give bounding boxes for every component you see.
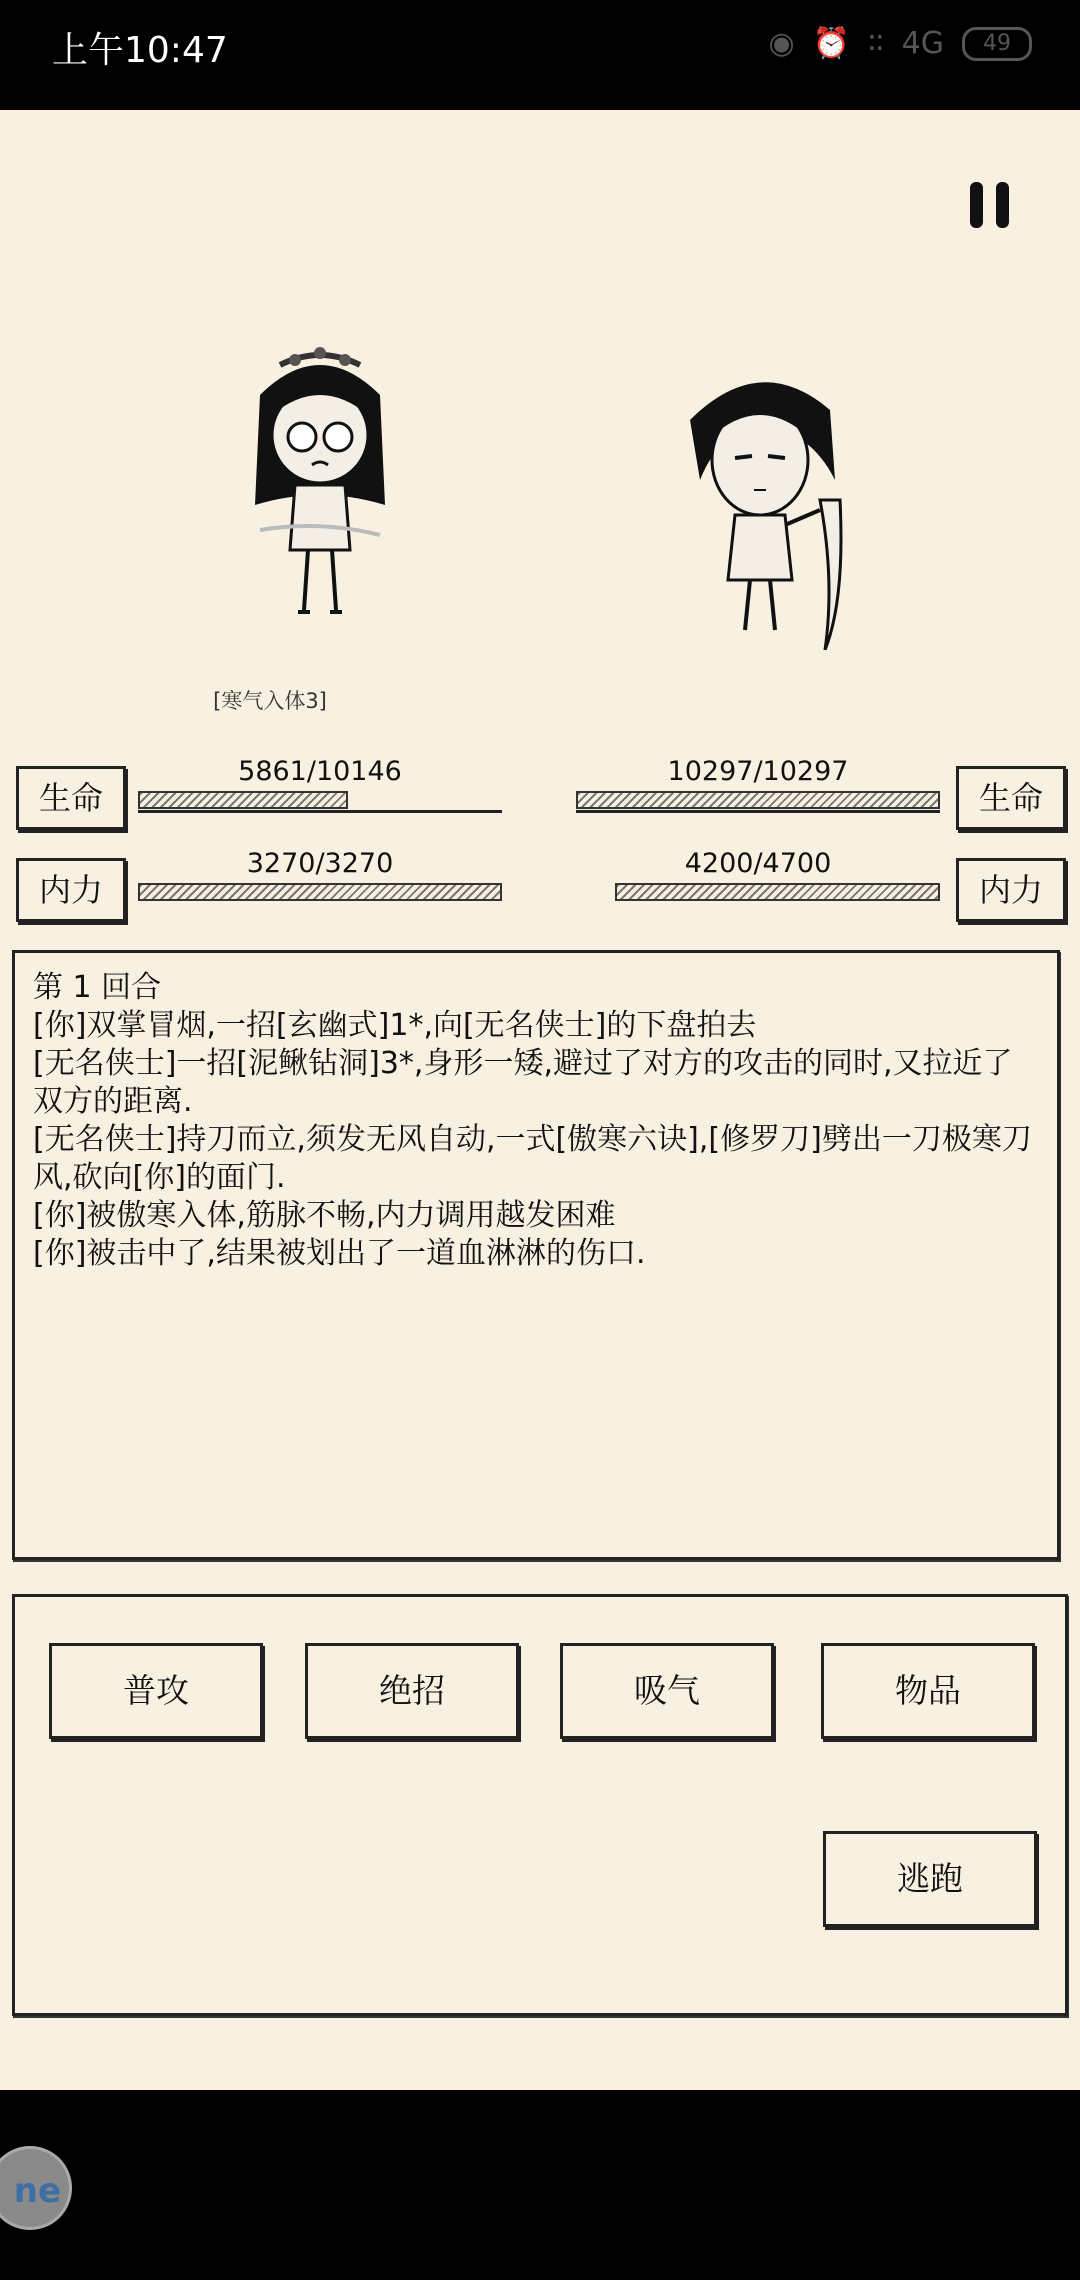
pause-button[interactable] [968, 180, 1012, 232]
player-mp-track [138, 882, 502, 902]
enemy-hp-fill [576, 791, 940, 809]
attack-button[interactable]: 普攻 [49, 1643, 263, 1739]
ultimate-button[interactable]: 绝招 [305, 1643, 519, 1739]
breathe-button[interactable]: 吸气 [560, 1643, 774, 1739]
enemy-hp-track [576, 790, 940, 813]
pause-icon [996, 182, 1009, 228]
log-line: [你]被击中了,结果被划出了一道血淋淋的伤口. [33, 1236, 646, 1271]
player-hp-value: 5861/10146 [238, 756, 402, 787]
mute-icon: ◉ [768, 26, 795, 61]
enemy-character-sprite [660, 350, 880, 650]
player-hp-fill [138, 791, 348, 809]
player-character-sprite [220, 335, 420, 635]
signal-icon: ∶∶ [868, 26, 884, 61]
enemy-mp-value: 4200/4700 [684, 848, 832, 879]
battery-indicator: 49 [962, 27, 1032, 61]
battle-screen [0, 110, 1080, 2090]
player-mp-label: 内力 [16, 858, 126, 922]
log-line: [无名侠士]一招[泥鳅钻洞]3*,身形一矮,避过了对方的攻击的同时,又拉近了双方的距离. [33, 1046, 1013, 1119]
enemy-hp-value: 10297/10297 [667, 756, 849, 787]
log-line: [无名侠士]持刀而立,须发无风自动,一式[傲寒六诀],[修罗刀]劈出一刀极寒刀风,砍向[你]的面门. [33, 1122, 1032, 1195]
log-line: [你]双掌冒烟,一招[玄幽式]1*,向[无名侠士]的下盘拍去 [33, 1008, 757, 1043]
clock: 上午10:47 [52, 30, 228, 71]
pause-icon [970, 182, 983, 228]
enemy-mp-fill [615, 883, 940, 901]
player-status-effect: [寒气入体3] [213, 689, 327, 713]
network-type: 4G [901, 26, 944, 61]
log-line: [你]被傲寒入体,筋脉不畅,内力调用越发困难 [33, 1198, 616, 1233]
status-icons [768, 26, 1032, 61]
floating-assistant-ball[interactable]: ne [0, 2146, 72, 2230]
player-mp-fill [138, 883, 502, 901]
battle-log[interactable] [12, 950, 1060, 1560]
player-hp-track [138, 790, 502, 813]
enemy-mp-track [576, 882, 940, 902]
items-button[interactable]: 物品 [821, 1643, 1035, 1739]
action-panel [12, 1594, 1068, 2016]
system-nav-bar [0, 2090, 1080, 2280]
enemy-mp-label: 内力 [956, 858, 1066, 922]
log-line: 第 1 回合 [33, 970, 162, 1005]
flee-button[interactable]: 逃跑 [823, 1831, 1037, 1927]
player-mp-value: 3270/3270 [246, 848, 394, 879]
alarm-icon: ⏰ [812, 26, 851, 61]
system-status-bar [0, 0, 1080, 110]
player-hp-label: 生命 [16, 766, 126, 830]
enemy-hp-label: 生命 [956, 766, 1066, 830]
